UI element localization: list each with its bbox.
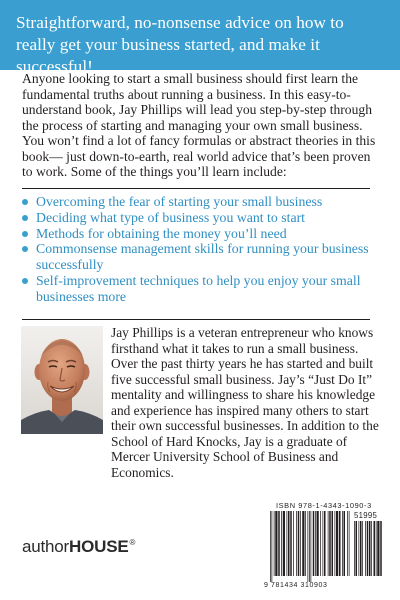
bullet-text: Self-improvement techniques to help you enjoy your small businesses more [36, 272, 361, 304]
barcode-bar [329, 511, 331, 576]
barcode-bar [328, 511, 329, 576]
bullet-text: Overcoming the fear of starting your small business [36, 194, 323, 209]
logo-part-author: author [22, 537, 70, 556]
barcode-bar [302, 511, 304, 576]
bullet-list [22, 194, 372, 305]
barcode-bar [335, 511, 336, 576]
price-barcode-icon [354, 521, 382, 582]
barcode-bar [380, 521, 382, 576]
barcode-bar [376, 521, 377, 576]
barcode-bar [356, 521, 358, 576]
bullet-dot-icon [22, 246, 28, 252]
barcode-bar [354, 521, 355, 576]
bullet-item [22, 241, 372, 273]
barcode-bar [362, 521, 363, 576]
barcode-bar [349, 511, 350, 576]
barcode-bar [287, 511, 288, 576]
barcode-bar [290, 511, 292, 576]
barcode-area [264, 500, 383, 591]
barcode-bar [367, 521, 369, 576]
header-banner [0, 0, 400, 76]
barcode-bar [315, 511, 316, 576]
bullet-text: Commonsense management skills for running your business successfully [36, 241, 369, 273]
barcode-bar [336, 511, 338, 576]
bullet-item [22, 210, 372, 226]
barcode-bar [283, 511, 285, 576]
barcode-bar [374, 521, 376, 576]
author-photo [21, 326, 103, 434]
publisher-logo [22, 537, 135, 557]
isbn-label: ISBN 978-1-4343-1090-3 [276, 501, 372, 510]
barcode-bar [274, 511, 275, 576]
divider-middle [22, 319, 370, 320]
barcode-bar [365, 521, 366, 576]
barcode-bar [320, 511, 321, 576]
barcode-bar [272, 511, 273, 582]
barcode-bar [371, 521, 372, 576]
barcode-bar [313, 511, 315, 576]
barcode-bar [360, 521, 362, 576]
barcode-bar [278, 511, 280, 576]
barcode-bar [332, 511, 334, 576]
bullet-item [22, 226, 372, 242]
barcode-bar [344, 511, 346, 576]
barcode-bar [369, 521, 371, 576]
barcode-digits: 9 781434 310903 [264, 582, 328, 589]
registered-mark: ® [129, 538, 136, 547]
author-portrait-image [21, 326, 103, 434]
barcode-bar [300, 511, 301, 576]
barcode-bar [317, 511, 319, 576]
bullet-dot-icon [22, 215, 28, 221]
isbn-barcode-icon [270, 511, 352, 582]
barcode-bar [309, 511, 310, 582]
tagline: Straightforward, no-nonsense advice on how to really get your business started, and make it successful! [16, 13, 344, 76]
barcode-bar [339, 511, 341, 576]
barcode-bar [298, 511, 300, 576]
price-code: 51995 [354, 511, 378, 520]
barcode-bar [275, 511, 277, 576]
bullet-item [22, 194, 372, 210]
barcode-bar [308, 511, 309, 582]
bullet-text: Methods for obtaining the money you’ll need [36, 225, 287, 241]
barcode-bar [347, 511, 348, 576]
bullet-item [22, 273, 372, 305]
barcode-bar [359, 521, 360, 576]
divider-top [22, 188, 370, 189]
barcode-bar [323, 511, 324, 576]
barcode-bar [377, 521, 379, 576]
barcode-bar [342, 511, 343, 576]
barcode-bar [270, 511, 271, 582]
bullet-dot-icon [22, 199, 28, 205]
author-bio: Jay Phillips is a veteran entrepreneur who knows firsthand what it takes to run a small business. Over the past thirty years he has started and built five successful small business. Jay’s “Just Do It” mentality and willingness to share his knowledge and experience has inspired many others to start their own successful businesses. In addition to the School of Hard Knocks, Jay is a graduate of Mercer University School of Business and Economics. [111, 325, 379, 480]
barcode-bar [324, 511, 326, 576]
intro-paragraph: Anyone looking to start a small business should first learn the fundamental truths about running a business. In this easy-to-understand book, Jay Phillips will lead you step-by-step through the process of starting and managing your own small business. You won’t find a lot of fancy formulas or abstract theories in this book— just down-to-earth, real world advice that’s been proven to work. Some of the things you’ll learn include: [22, 71, 376, 179]
bullet-dot-icon [22, 278, 28, 284]
barcode-bar [293, 511, 294, 576]
barcode-bar [311, 511, 312, 582]
barcode-bar [296, 511, 297, 576]
logo-part-house: HOUSE [69, 537, 129, 556]
barcode-bar [281, 511, 282, 576]
barcode-bar [288, 511, 290, 576]
bullet-dot-icon [22, 231, 28, 237]
bullet-text: Deciding what type of business you want to start [36, 209, 305, 225]
barcode-bar [305, 511, 306, 576]
